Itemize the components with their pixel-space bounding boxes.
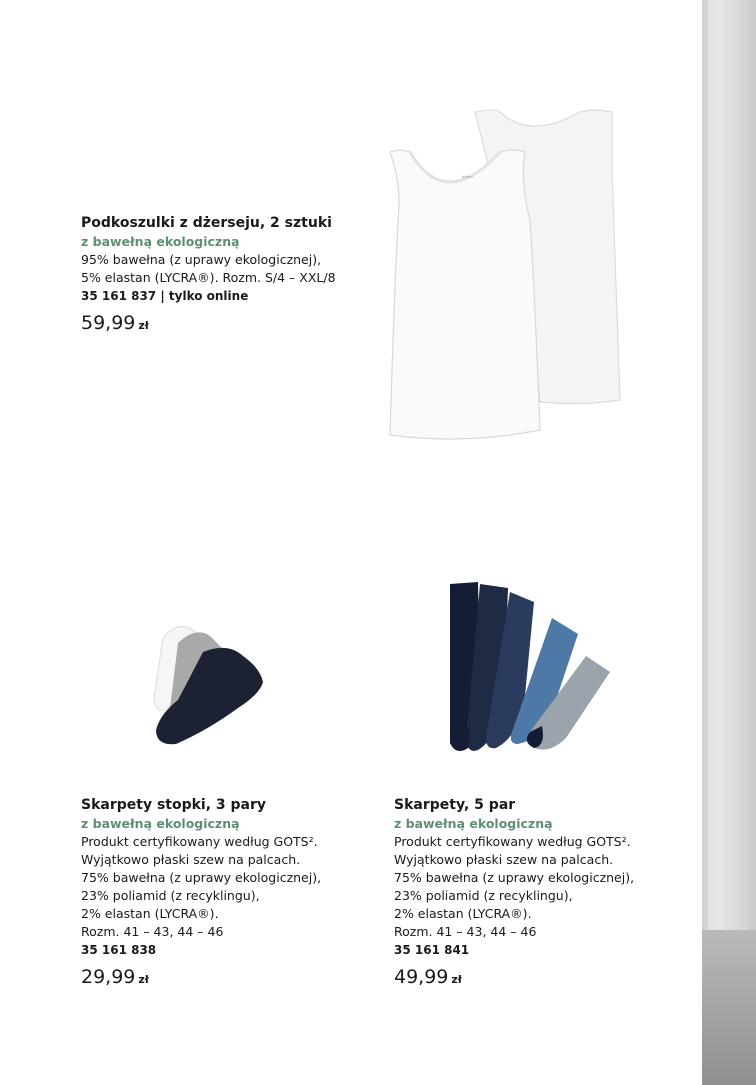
eco-label: z bawełną ekologiczną bbox=[394, 816, 553, 831]
crew-socks-image bbox=[438, 578, 618, 756]
product-title: Skarpety stopki, 3 pary bbox=[81, 797, 267, 813]
currency: zł bbox=[138, 973, 149, 986]
curtain-image bbox=[708, 0, 726, 1085]
eco-label: z bawełną ekologiczną bbox=[81, 816, 240, 831]
product-code: 35 161 841 bbox=[394, 943, 470, 957]
ankle-socks-image bbox=[148, 618, 268, 746]
bed-image bbox=[702, 930, 756, 1085]
product-description-line: Rozm. 41 – 43, 44 – 46 bbox=[81, 924, 224, 939]
product-description-line: 23% poliamid (z recyklingu), bbox=[81, 888, 260, 903]
currency: zł bbox=[451, 973, 462, 986]
svg-text:tchibo: tchibo bbox=[462, 174, 473, 179]
product-description-line: 5% elastan (LYCRA®). Rozm. S/4 – XXL/8 bbox=[81, 270, 336, 285]
product-description-line: Produkt certyfikowany według GOTS². bbox=[394, 834, 631, 849]
price bbox=[394, 965, 694, 992]
price bbox=[81, 965, 371, 992]
product-description-line: 2% elastan (LYCRA®). bbox=[81, 906, 219, 921]
product-title: Podkoszulki z dżerseju, 2 sztuki bbox=[81, 215, 332, 231]
price-value: 29,99 bbox=[81, 966, 136, 988]
product-tank-tops bbox=[81, 214, 371, 338]
tank-tops-image bbox=[380, 100, 640, 445]
product-ankle-socks bbox=[81, 796, 371, 992]
product-description-line: 23% poliamid (z recyklingu), bbox=[394, 888, 573, 903]
product-description-line: Wyjątkowo płaski szew na palcach. bbox=[394, 852, 614, 867]
product-description-line: Produkt certyfikowany według GOTS². bbox=[81, 834, 318, 849]
product-description-line: Rozm. 41 – 43, 44 – 46 bbox=[394, 924, 537, 939]
product-description-line: 75% bawełna (z uprawy ekologicznej), bbox=[81, 870, 322, 885]
product-code: 35 161 838 bbox=[81, 943, 157, 957]
currency: zł bbox=[138, 319, 149, 332]
price-value: 49,99 bbox=[394, 966, 449, 988]
product-description-line: 95% bawełna (z uprawy ekologicznej), bbox=[81, 252, 322, 267]
product-description-line: Wyjątkowo płaski szew na palcach. bbox=[81, 852, 301, 867]
price-value: 59,99 bbox=[81, 312, 136, 334]
product-crew-socks bbox=[394, 796, 694, 992]
product-description-line: 75% bawełna (z uprawy ekologicznej), bbox=[394, 870, 635, 885]
product-title: Skarpety, 5 par bbox=[394, 797, 516, 813]
product-description-line: 2% elastan (LYCRA®). bbox=[394, 906, 532, 921]
eco-label: z bawełną ekologiczną bbox=[81, 234, 240, 249]
product-code: 35 161 837 | tylko online bbox=[81, 289, 249, 303]
price bbox=[81, 311, 371, 338]
side-room-photo bbox=[702, 0, 756, 1085]
